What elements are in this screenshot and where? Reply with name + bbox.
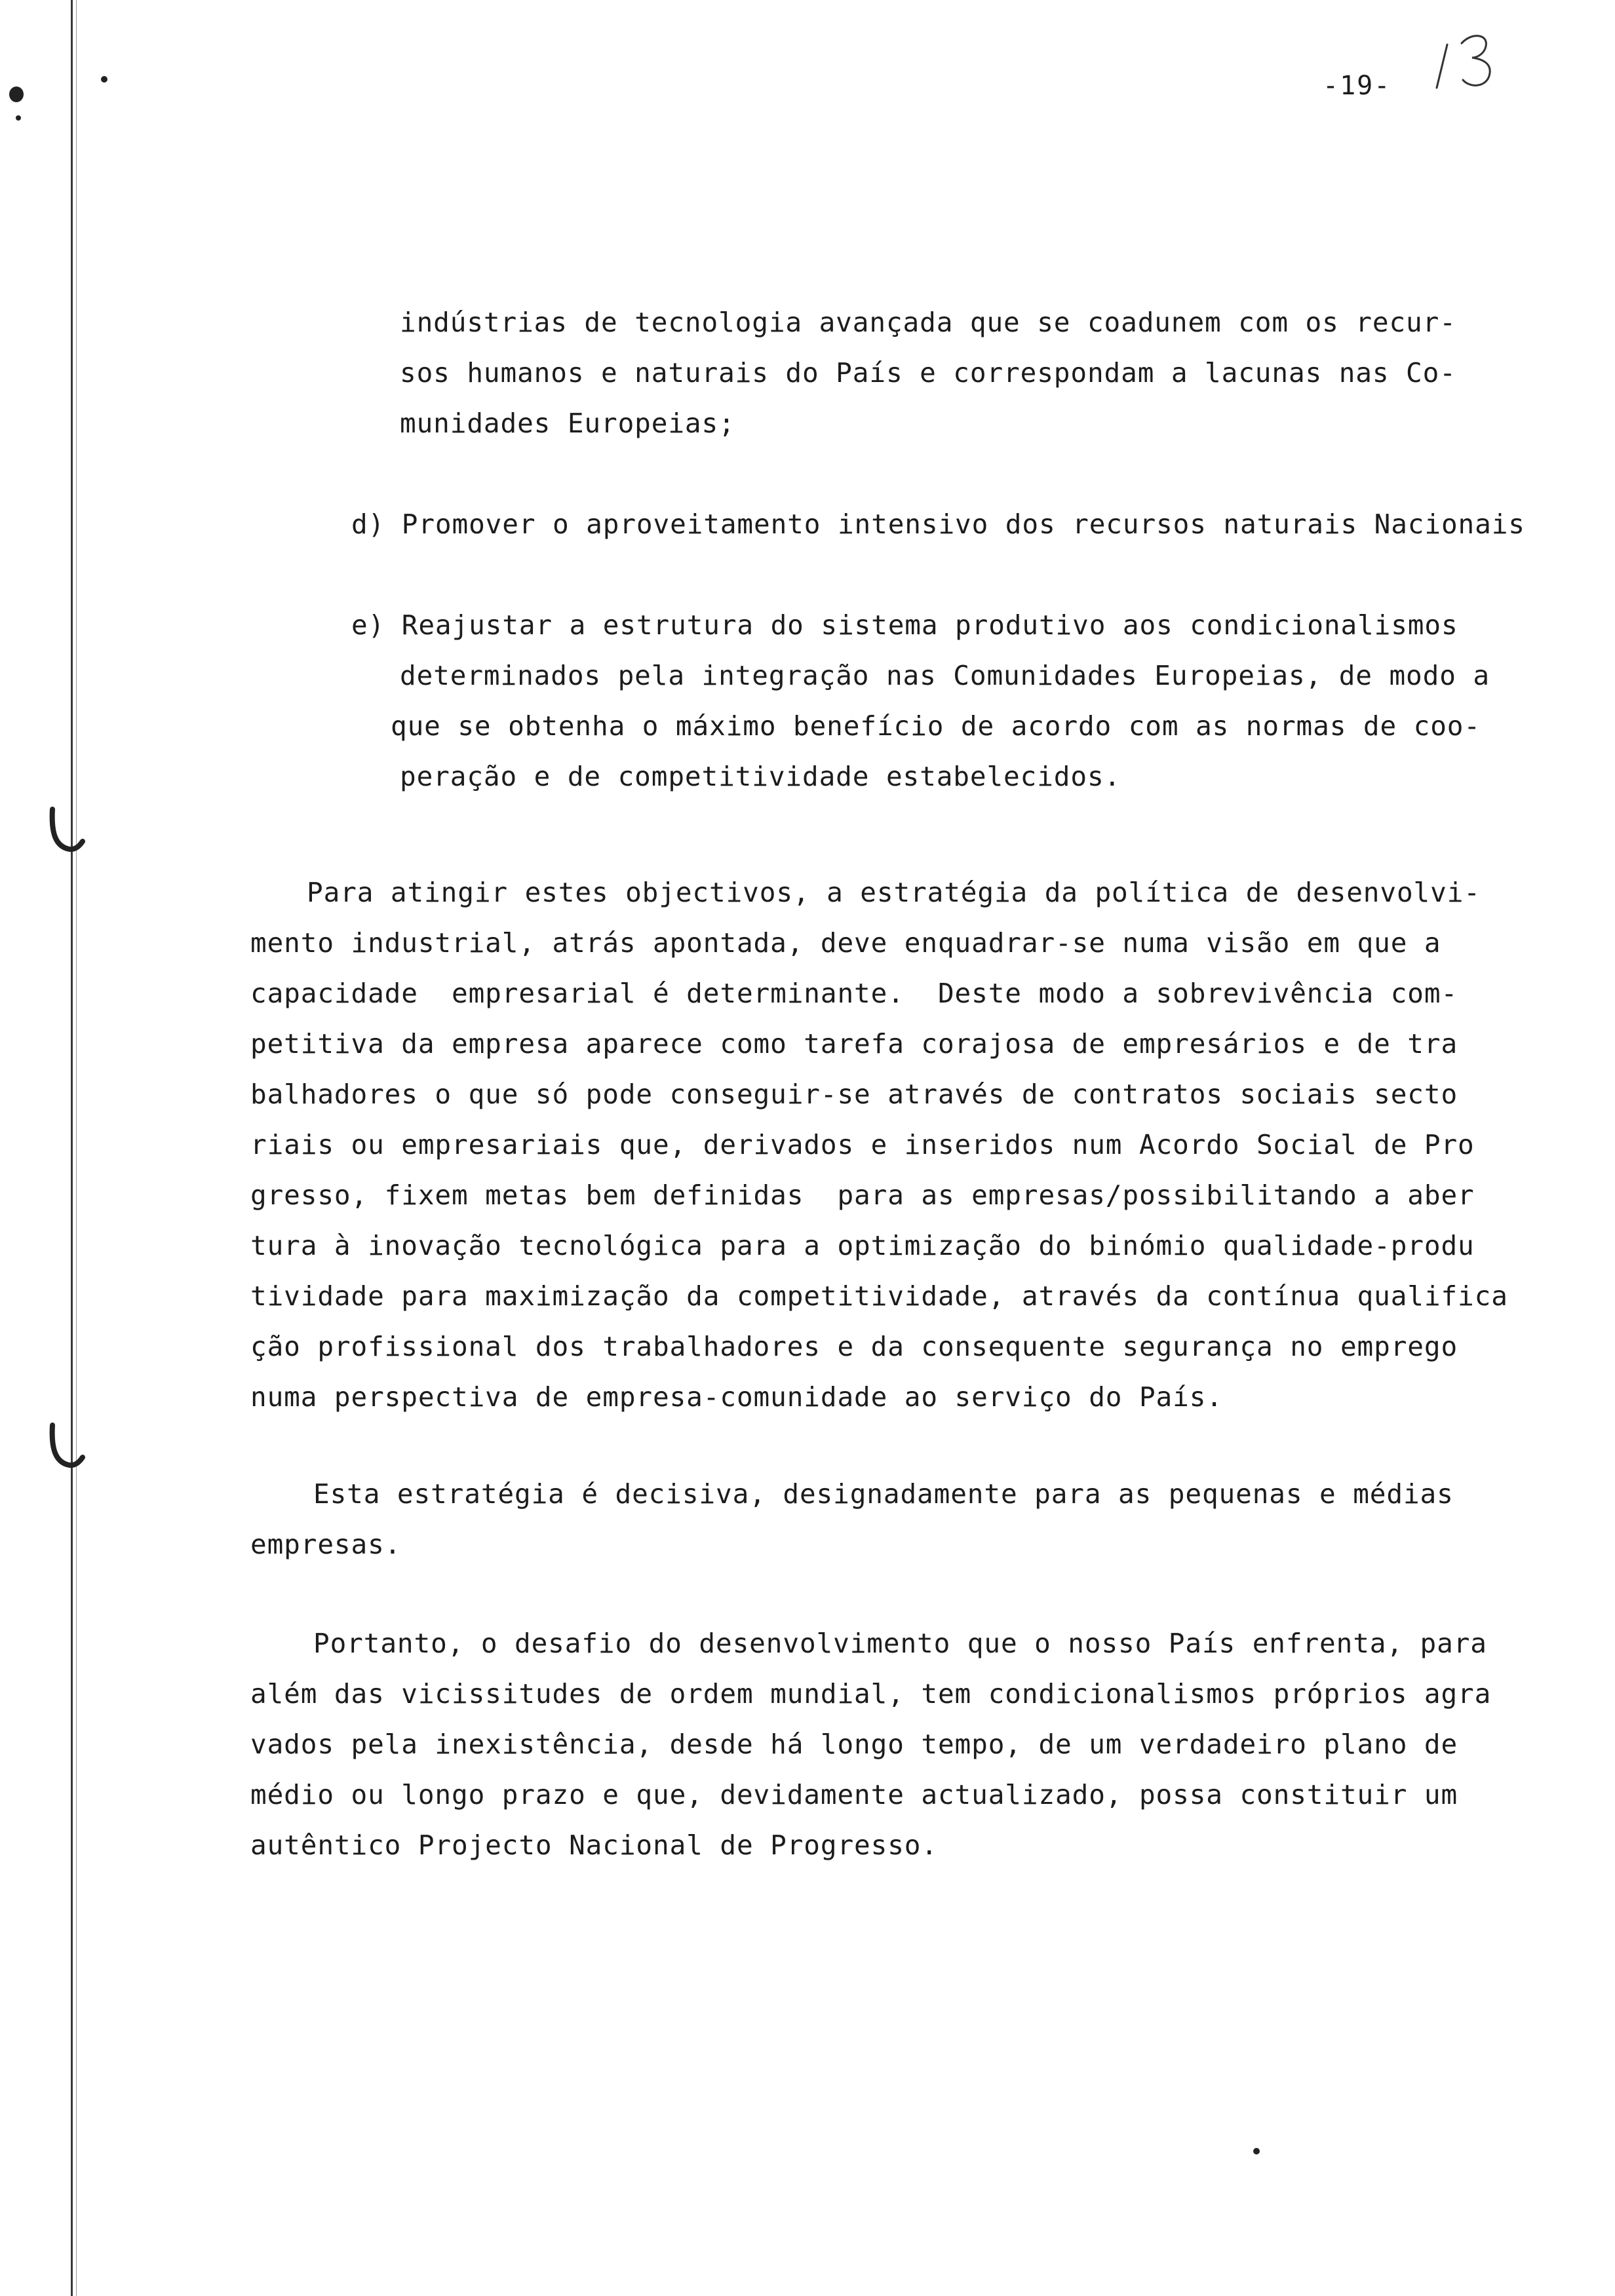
scan-speck [9, 86, 24, 102]
paragraph-line: além das vicissitudes de ordem mundial, tem condicionalismos próprios agra [250, 1678, 1492, 1710]
list-item-e: e) Reajustar a estrutura do sistema produtivo aos condicionalismos [351, 609, 1458, 641]
paragraph-line: Esta estratégia é decisiva, designadamente para as pequenas e médias [313, 1478, 1454, 1510]
paragraph-line: ção profissional dos trabalhadores e da consequente segurança no emprego [250, 1331, 1458, 1362]
scan-speck [101, 76, 107, 83]
paragraph-line: petitiva da empresa aparece como tarefa corajosa de empresários e de tra [250, 1028, 1458, 1060]
paragraph-line: capacidade empresarial é determinante. Deste modo a sobrevivência com- [250, 978, 1458, 1009]
paragraph-line: gresso, fixem metas bem definidas para as empresas/possibilitando a aber [250, 1179, 1475, 1211]
paragraph-line: numa perspectiva de empresa-comunidade ao serviço do País. [250, 1381, 1223, 1413]
text-line: sos humanos e naturais do País e correspondam a lacunas nas Co- [400, 357, 1456, 389]
paragraph-line: tura à inovação tecnológica para a optimização do binómio qualidade-produ [250, 1230, 1475, 1261]
scan-speck [1253, 2148, 1260, 2154]
binding-margin-line [71, 0, 73, 2296]
paragraph-line: Portanto, o desafio do desenvolvimento que o nosso País enfrenta, para [313, 1628, 1487, 1659]
scan-speck [16, 115, 21, 121]
paragraph-line: vados pela inexistência, desde há longo tempo, de um verdadeiro plano de [250, 1729, 1458, 1760]
text-line: munidades Europeias; [400, 408, 735, 439]
paragraph-line: empresas. [250, 1529, 402, 1560]
binding-hook-mark [46, 1422, 85, 1474]
text-line: que se obtenha o máximo benefício de acordo com as normas de coo- [391, 710, 1481, 742]
page-number: -19- [1323, 71, 1391, 101]
text-line: determinados pela integração nas Comunidades Europeias, de modo a [400, 660, 1490, 691]
text-line: indústrias de tecnologia avançada que se coadunem com os recur- [400, 307, 1456, 338]
binding-margin-line-faint [76, 0, 77, 2296]
list-item-d: d) Promover o aproveitamento intensivo dos recursos naturais Nacionais [351, 508, 1525, 540]
paragraph-line: riais ou empresariais que, derivados e inseridos num Acordo Social de Pro [250, 1129, 1475, 1160]
binding-hook-mark [46, 806, 85, 858]
paragraph-line: médio ou longo prazo e que, devidamente actualizado, possa constituir um [250, 1779, 1458, 1810]
paragraph-line: mento industrial, atrás apontada, deve enquadrar-se numa visão em que a [250, 927, 1441, 959]
handwritten-page-number [1433, 25, 1505, 90]
paragraph-line: tividade para maximização da competitividade, através da contínua qualifica [250, 1280, 1508, 1312]
paragraph-line: balhadores o que só pode conseguir-se através de contratos sociais secto [250, 1079, 1458, 1110]
text-line: peração e de competitividade estabelecidos. [400, 761, 1121, 792]
paragraph-line: autêntico Projecto Nacional de Progresso. [250, 1829, 938, 1861]
paragraph-line: Para atingir estes objectivos, a estratégia da política de desenvolvi- [307, 877, 1481, 908]
